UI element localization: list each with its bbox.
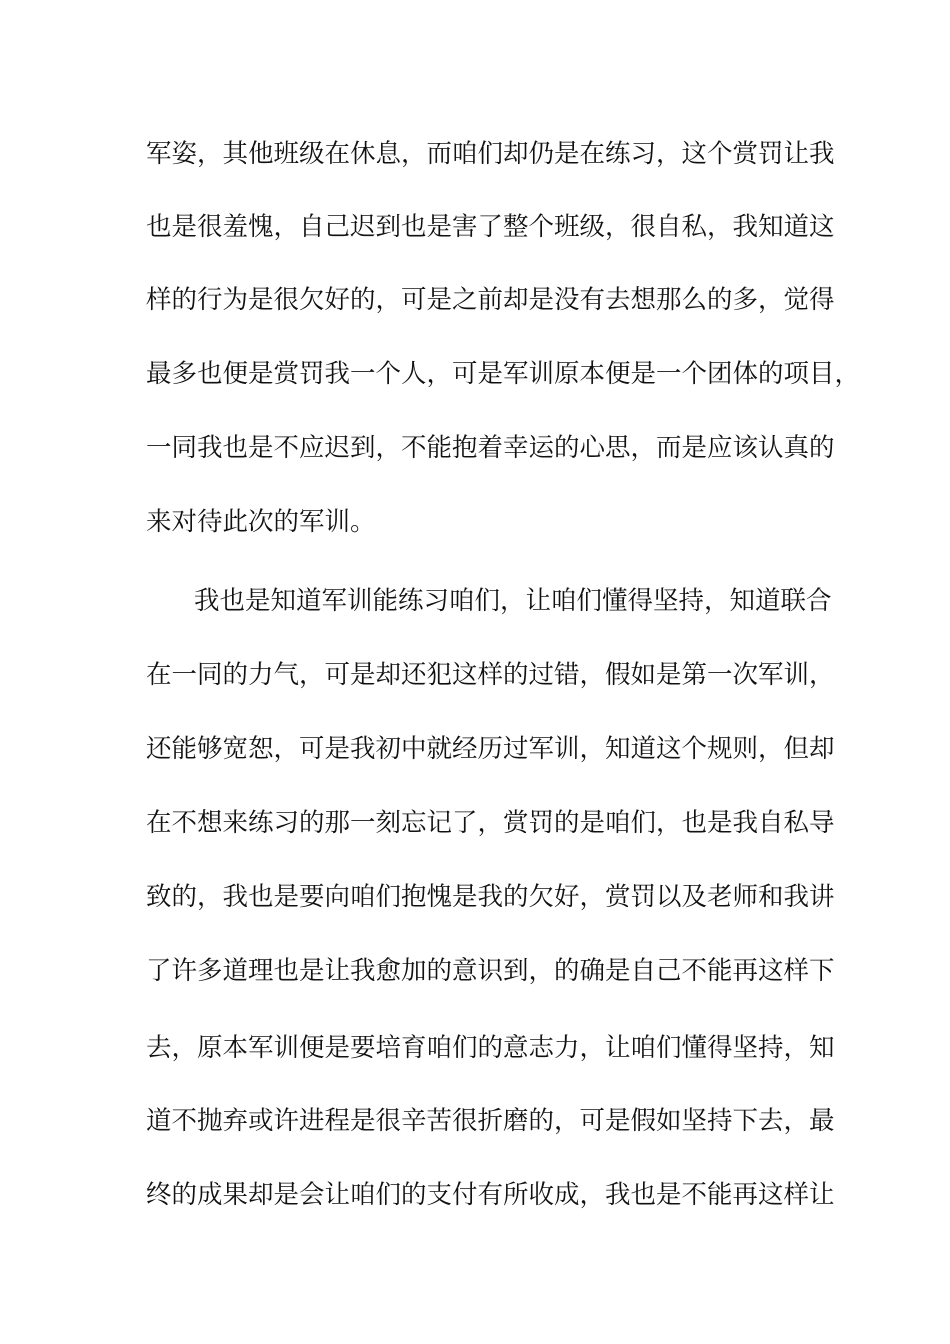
- paragraph-2-line-1: 我也是知道军训能练习咱们，让咱们懂得坚持，知道联合: [194, 586, 832, 616]
- paragraph-2-line-2: 在一同的力气，可是却还犯这样的过错，假如是第一次军训，: [146, 660, 835, 690]
- paragraph-2-line-4: 在不想来练习的那一刻忘记了，赏罚的是咱们，也是我自私导: [146, 808, 835, 838]
- paragraph-2-line-9: 终的成果却是会让咱们的支付有所收成，我也是不能再这样让: [146, 1180, 835, 1210]
- paragraph-2-line-3: 还能够宽恕，可是我初中就经历过军训，知道这个规则，但却: [146, 734, 835, 764]
- paragraph-1-line-5: 一同我也是不应迟到，不能抱着幸运的心思，而是应该认真的: [146, 433, 835, 463]
- paragraph-2-line-6: 了许多道理也是让我愈加的意识到，的确是自己不能再这样下: [146, 956, 835, 986]
- paragraph-1-line-6: 来对待此次的军训。: [146, 507, 376, 537]
- paragraph-2-line-8: 道不抛弃或许进程是很辛苦很折磨的，可是假如坚持下去，最: [146, 1106, 835, 1136]
- paragraph-1-line-2: 也是很羞愧，自己迟到也是害了整个班级，很自私，我知道这: [146, 212, 835, 242]
- paragraph-1-line-1: 军姿，其他班级在休息，而咱们却仍是在练习，这个赏罚让我: [146, 139, 835, 169]
- paragraph-1-line-4: 最多也便是赏罚我一个人，可是军训原本便是一个团体的项目，: [146, 359, 861, 389]
- paragraph-2-line-5: 致的，我也是要向咱们抱愧是我的欠好，赏罚以及老师和我讲: [146, 882, 835, 912]
- paragraph-1-line-3: 样的行为是很欠好的，可是之前却是没有去想那么的多，觉得: [146, 285, 835, 315]
- paragraph-2-line-7: 去，原本军训便是要培育咱们的意志力，让咱们懂得坚持，知: [146, 1033, 835, 1063]
